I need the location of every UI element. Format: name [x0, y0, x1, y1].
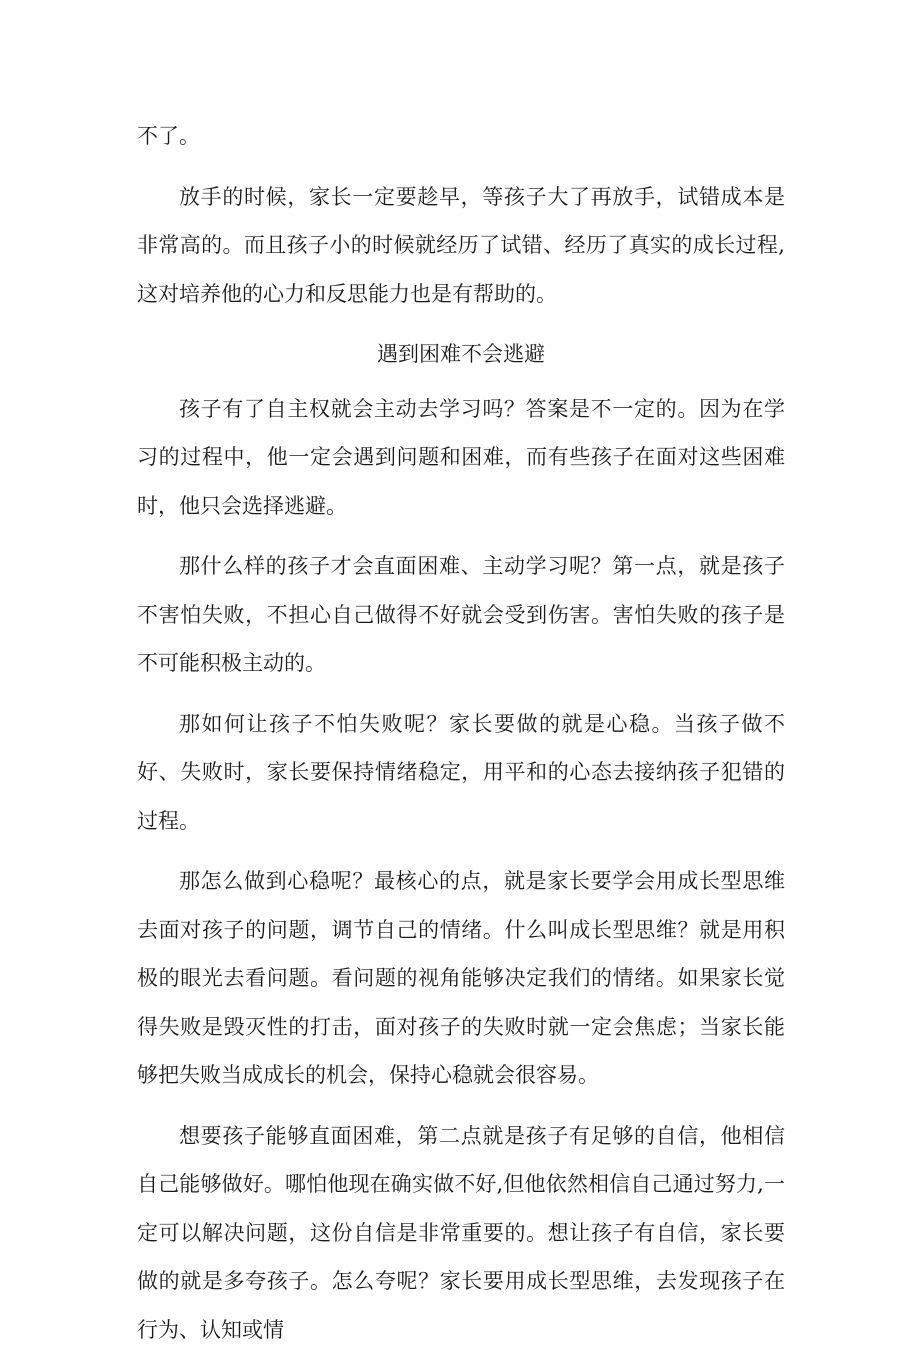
paragraph-continued: 不了。: [137, 124, 200, 148]
paragraph: 那怎么做到心稳呢？最核心的点，就是家长要学会用成长型思维去面对孩子的问题，调节自己的情绪。什么叫成长型思维？就是用积极的眼光去看问题。看问题的视角能够决定我们的情绪。如果家长觉得失败是毁灭性的打击，面对孩子的失败时就一定会焦虑；当家长能够把失败当成成长的机会，保持心稳就会很容易。: [137, 869, 785, 1087]
paragraph: 放手的时候，家长一定要趁早，等孩子大了再放手，试错成本是非常高的。而且孩子小的时候就经历了试错、经历了真实的成长过程,这对培养他的心力和反思能力也是有帮助的。: [137, 184, 785, 306]
paragraph: 想要孩子能够直面困难，第二点就是孩子有足够的自信，他相信自己能够做好。哪怕他现在确实做不好,但他依然相信自己通过努力,一定可以解决问题，这份自信是非常重要的。想让孩子有自信，家长要做的就是多夸孩子。怎么夸呢？家长要用成长型思维，去发现孩子在行为、认知或情: [137, 1123, 785, 1342]
paragraph: 那什么样的孩子才会直面困难、主动学习呢？第一点，就是孩子不害怕失败，不担心自己做得不好就会受到伤害。害怕失败的孩子是不可能积极主动的。: [137, 554, 785, 675]
document-body: [137, 112, 785, 1366]
paragraph: 孩子有了自主权就会主动去学习吗？答案是不一定的。因为在学习的过程中，他一定会遇到问题和困难，而有些孩子在面对这些困难时，他只会选择逃避。: [137, 396, 785, 518]
section-heading: 遇到困难不会逃避: [377, 342, 545, 366]
paragraph: 那如何让孩子不怕失败呢？家长要做的就是心稳。当孩子做不好、失败时，家长要保持情绪稳定，用平和的心态去接纳孩子犯错的过程。: [137, 711, 785, 833]
